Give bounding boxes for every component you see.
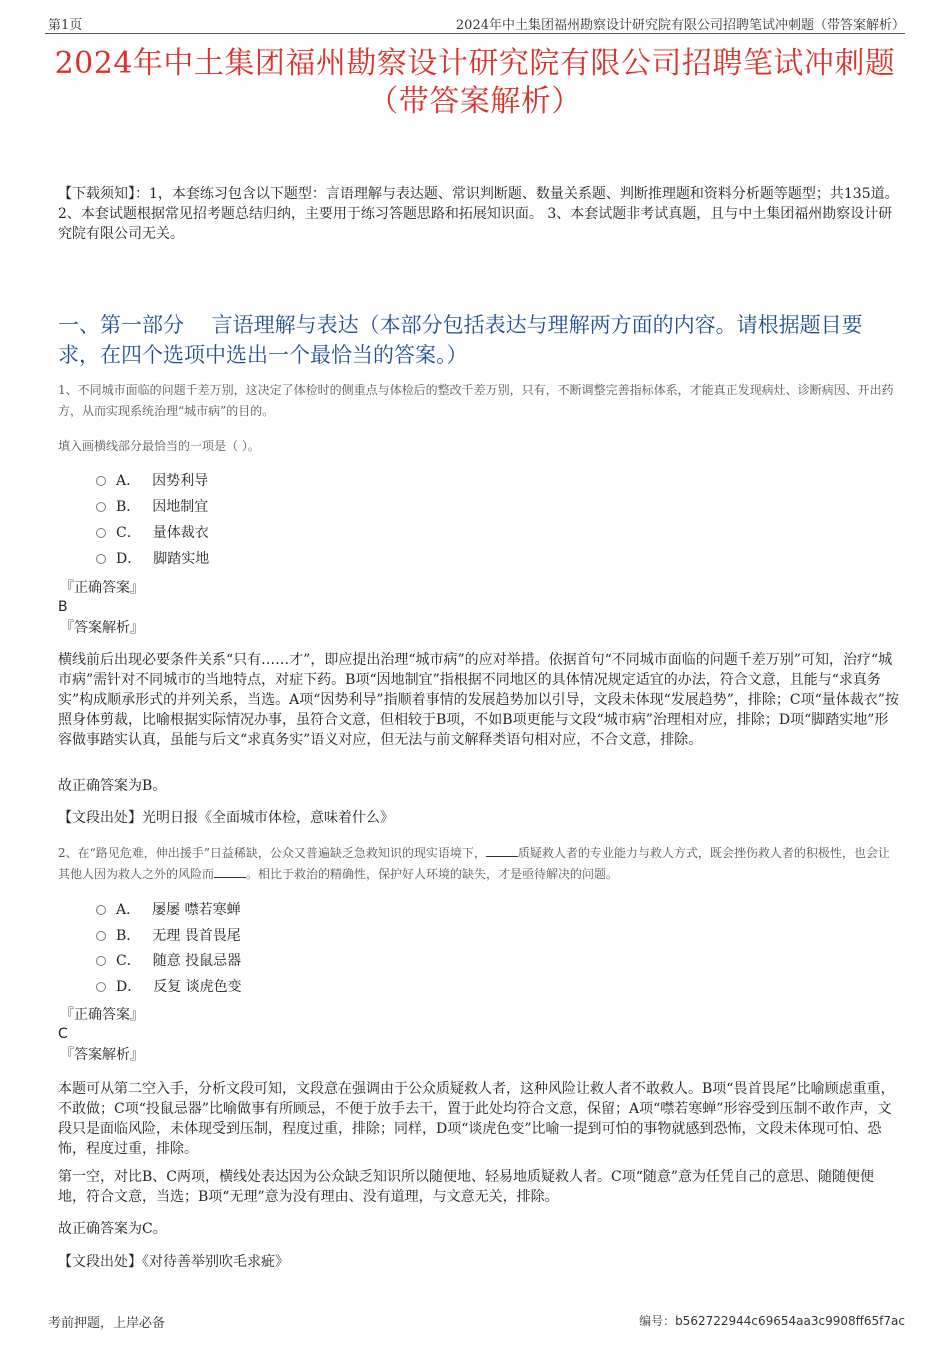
q2-option-d[interactable]: D． 反复 谈虎色变 [96, 977, 242, 997]
q1-option-a[interactable]: A． 因势利导 [96, 471, 208, 491]
q2-analysis-paragraph-1: 本题可从第二空入手，分析文段可知，文段意在强调由于公众质疑救人者，这种风险让救人者不敢救人。B项“畏首畏尾”比喻顾虑重重，不敢做；C项“投鼠忌器”比喻做事有所顾忌，不便于放手去干，置于此处均符合文意，保留；A项“噤若寒蝉”形容受到压制不敢作声，文段只是面临风险，未体现受到压制，程度过重，排除；同样，D项“谈虎色变”比喻一提到可怕的事物就感到恐怖，文段未体现可怕、恐怖，程度过重，排除。 [58, 1081, 895, 1157]
footer-doc-id: 编号：b562722944c69654aa3c9908ff65f7ac [639, 1314, 905, 1328]
radio-icon[interactable] [96, 931, 106, 941]
radio-icon[interactable] [96, 476, 106, 486]
radio-icon[interactable] [96, 554, 106, 564]
footer-slogan: 考前押题，上岸必备 [48, 1316, 166, 1331]
q2-analysis-label: 『答案解析』 [60, 1047, 144, 1063]
question-2-stem: 2、在“路见危难，伸出援手”日益稀缺，公众又普遍缺乏急救知识的现实语境下， 质疑救人者的专业能力与救人方式，既会挫伤救人者的积极性，也会让其他人因为救人之外的风险而 。相比于救治的精确性，保护好人环境的缺失，才是亟待解决的问题。 [58, 846, 890, 881]
fill-blank [486, 845, 518, 857]
section-heading: 一、第一部分 言语理解与表达（本部分包括表达与理解两方面的内容。请根据题目要求，在四个选项中选出一个最恰当的答案。） [58, 313, 863, 367]
radio-icon[interactable] [96, 905, 106, 915]
q1-option-c[interactable]: C． 量体裁衣 [96, 523, 209, 543]
page-number: 第1页 [48, 18, 83, 33]
q1-answer-label: 『正确答案』 [60, 580, 144, 596]
q2-answer-label: 『正确答案』 [60, 1007, 144, 1023]
download-notice: 【下载须知】：1，本套练习包含以下题型：言语理解与表达题、常识判断题、数量关系题、判断推理题和资料分析题等题型；共135道。 2、本套试题根据常见招考题总结归纳，主要用于练习答题思路和拓展知识面。 3、本套试题非考试真题，且与中土集团福州勘察设计研究院有限公司无关。 [58, 186, 899, 242]
header-doc-title: 2024年中土集团福州勘察设计研究院有限公司招聘笔试冲刺题（带答案解析） [455, 18, 905, 33]
q2-option-b[interactable]: B． 无理 畏首畏尾 [96, 926, 241, 946]
radio-icon[interactable] [96, 982, 106, 992]
page-title-line1: 2024年中土集团福州勘察设计研究院有限公司招聘笔试冲刺题 [54, 46, 896, 81]
radio-icon[interactable] [96, 956, 106, 966]
q2-conclusion: 故正确答案为C。 [58, 1221, 167, 1237]
question-1-prompt: 填入画横线部分最恰当的一项是（ ）。 [58, 439, 260, 453]
q1-answer: B [58, 599, 68, 615]
q1-analysis-paragraph: 横线前后出现必要条件关系“只有……才”，即应提出治理“城市病”的应对举措。依据首句“不同城市面临的问题千差万别”可知，治疗“城市病”需针对不同城市的当地特点，对症下药。B项“因地制宜”指根据不同地区的具体情况规定适宜的办法，符合文意，且能与“求真务实”构成顺承形式的并列关系，当选。A项“因势利导”指顺着事情的发展趋势加以引导，文段未体现“发展趋势”，排除；C项“量体裁衣”按照身体剪裁，比喻根据实际情况办事，虽符合文意，但相较于B项，不如B项更能与文段“城市病”治理相对应，排除；D项“脚踏实地”形容做事踏实认真，虽能与后文“求真务实”语义对应，但无法与前文解释类语句相对应，不合文意，排除。 [58, 652, 899, 748]
q2-option-c[interactable]: C． 随意 投鼠忌器 [96, 951, 241, 971]
q1-option-b[interactable]: B． 因地制宜 [96, 497, 208, 517]
radio-icon[interactable] [96, 528, 106, 538]
q2-analysis-paragraph-2: 第一空，对比B、C两项，横线处表达因为公众缺乏知识所以随便地、轻易地质疑救人者。C项“随意”意为任凭自己的意思、随随便便地，符合文意，当选；B项“无理”意为没有理由、没有道理，与文意无关，排除。 [58, 1169, 875, 1205]
q1-analysis-label: 『答案解析』 [60, 620, 144, 636]
page-title-line2: （带答案解析） [368, 84, 582, 119]
q1-conclusion: 故正确答案为B。 [58, 778, 167, 794]
q2-source: 【文段出处】《对待善举别吹毛求疵》 [58, 1254, 289, 1270]
header-divider [45, 33, 905, 34]
q1-source: 【文段出处】光明日报《全面城市体检，意味着什么》 [58, 810, 394, 826]
q2-answer: C [58, 1026, 68, 1042]
question-1-stem: 1、不同城市面临的问题千差万别，这决定了体检时的侧重点与体检后的整改千差万别，只有，不断调整完善指标体系，才能真正发现病灶、诊断病因、开出药方，从而实现系统治理“城市病”的目的。 [58, 383, 894, 418]
q1-option-d[interactable]: D． 脚踏实地 [96, 549, 209, 569]
fill-blank [214, 866, 246, 878]
radio-icon[interactable] [96, 502, 106, 512]
q2-option-a[interactable]: A． 屡屡 噤若寒蝉 [96, 900, 241, 920]
